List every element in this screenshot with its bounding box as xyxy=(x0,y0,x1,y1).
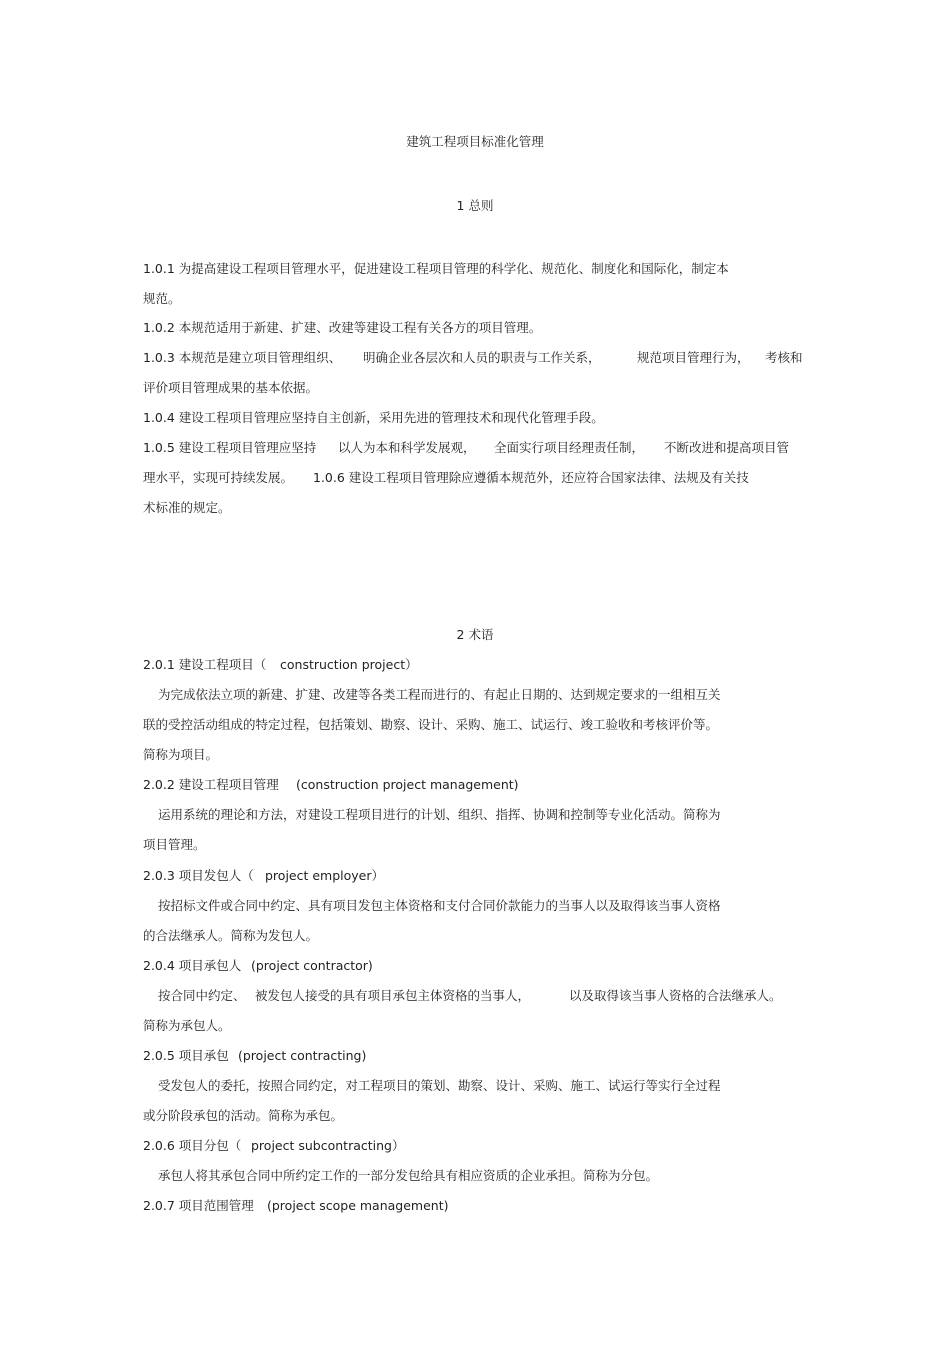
text-segment: 以及取得该当事人资格的合法继承人。 xyxy=(569,988,782,1003)
text-segment: 被发包人接受的具有项目承包主体资格的当事人， xyxy=(255,988,531,1003)
document-title: 建筑工程项目标准化管理 xyxy=(406,134,544,149)
text-segment: 以人为本和科学发展观， xyxy=(338,440,476,455)
term-2-0-3-text-1: 按招标文件或合同中约定、具有项目发包主体资格和支付合同价款能力的当事人以及取得该当事人资格 xyxy=(158,898,721,913)
text-segment: 2.0.2 建设工程项目管理 xyxy=(143,777,279,792)
term-2-0-3-heading xyxy=(143,868,403,884)
term-2-0-2-heading xyxy=(143,777,523,793)
clause-1-0-1-line-1: 1.0.1 为提高建设工程项目管理水平，促进建设工程项目管理的科学化、规范化、制度化和国际化，制定本 xyxy=(143,261,729,276)
text-segment: 规范项目管理行为， xyxy=(637,350,750,365)
term-2-0-4-text-1 xyxy=(158,988,793,1004)
term-2-0-7-heading xyxy=(143,1198,463,1214)
clause-1-0-3-line-1 xyxy=(143,350,813,366)
term-2-0-5-text-2: 或分阶段承包的活动。简称为承包。 xyxy=(143,1108,344,1123)
chapter-1-heading: 1 总则 xyxy=(456,198,494,213)
clause-1-0-1-line-2: 规范。 xyxy=(143,291,181,306)
clause-1-0-4: 1.0.4 建设工程项目管理应坚持自主创新，采用先进的管理技术和现代化管理手段。 xyxy=(143,410,604,425)
text-segment: 考核和 xyxy=(765,350,803,365)
text-segment: 理水平，实现可持续发展。 xyxy=(143,470,294,485)
clause-1-0-2: 1.0.2 本规范适用于新建、扩建、改建等建设工程有关各方的项目管理。 xyxy=(143,320,542,335)
text-segment: 2.0.1 建设工程项目（ xyxy=(143,657,267,672)
text-segment: 2.0.6 项目分包（ xyxy=(143,1138,242,1153)
text-segment: 明确企业各层次和人员的职责与工作关系， xyxy=(363,350,601,365)
term-2-0-1-text-3: 简称为项目。 xyxy=(143,747,219,762)
clause-1-0-5-line-1 xyxy=(143,440,803,456)
text-segment: construction project） xyxy=(280,657,418,672)
chapter-2-heading: 2 术语 xyxy=(456,627,494,642)
text-segment: project subcontracting） xyxy=(251,1138,405,1153)
term-2-0-5-heading xyxy=(143,1048,403,1064)
text-segment: 2.0.7 项目范围管理 xyxy=(143,1198,254,1213)
term-2-0-4-text-2: 简称为承包人。 xyxy=(143,1018,231,1033)
clause-1-0-5-line-2 xyxy=(143,470,783,486)
text-segment: 不断改进和提高项目管 xyxy=(664,440,790,455)
clause-1-0-3-line-2: 评价项目管理成果的基本依据。 xyxy=(143,380,319,395)
text-segment: 按合同中约定、 xyxy=(158,988,246,1003)
text-segment: 1.0.5 建设工程项目管理应坚持 xyxy=(143,440,317,455)
text-segment: 1.0.3 本规范是建立项目管理组织、 xyxy=(143,350,342,365)
term-2-0-1-text-1: 为完成依法立项的新建、扩建、改建等各类工程而进行的、有起止日期的、达到规定要求的一组相互关 xyxy=(158,687,721,702)
term-2-0-2-text-2: 项目管理。 xyxy=(143,837,206,852)
term-2-0-5-text-1: 受发包人的委托，按照合同约定，对工程项目的策划、勘察、设计、采购、施工、试运行等实行全过程 xyxy=(158,1078,721,1093)
text-segment: 1.0.6 建设工程项目管理除应遵循本规范外，还应符合国家法律、法规及有关技 xyxy=(313,470,749,485)
text-segment: 全面实行项目经理责任制， xyxy=(494,440,645,455)
term-2-0-2-text-1: 运用系统的理论和方法，对建设工程项目进行的计划、组织、指挥、协调和控制等专业化活动。简称为 xyxy=(158,807,721,822)
term-2-0-3-text-2: 的合法继承人。简称为发包人。 xyxy=(143,928,319,943)
text-segment: (project scope management) xyxy=(267,1198,449,1213)
text-segment: 2.0.4 项目承包人 xyxy=(143,958,242,973)
text-segment: (project contractor) xyxy=(251,958,373,973)
term-2-0-6-text-1: 承包人将其承包合同中所约定工作的一部分发包给具有相应资质的企业承担。简称为分包。 xyxy=(158,1168,659,1183)
term-2-0-6-heading xyxy=(143,1138,443,1154)
term-2-0-1-text-2: 联的受控活动组成的特定过程，包括策划、勘察、设计、采购、施工、试运行、竣工验收和考核评价等。 xyxy=(143,717,719,732)
text-segment: 2.0.3 项目发包人（ xyxy=(143,868,254,883)
text-segment: (construction project management) xyxy=(296,777,519,792)
text-segment: project employer） xyxy=(265,868,385,883)
term-2-0-4-heading xyxy=(143,958,403,974)
text-segment: 2.0.5 项目承包 xyxy=(143,1048,229,1063)
clause-1-0-6-line-2: 术标准的规定。 xyxy=(143,500,231,515)
term-2-0-1-heading xyxy=(143,657,443,673)
text-segment: (project contracting) xyxy=(238,1048,367,1063)
